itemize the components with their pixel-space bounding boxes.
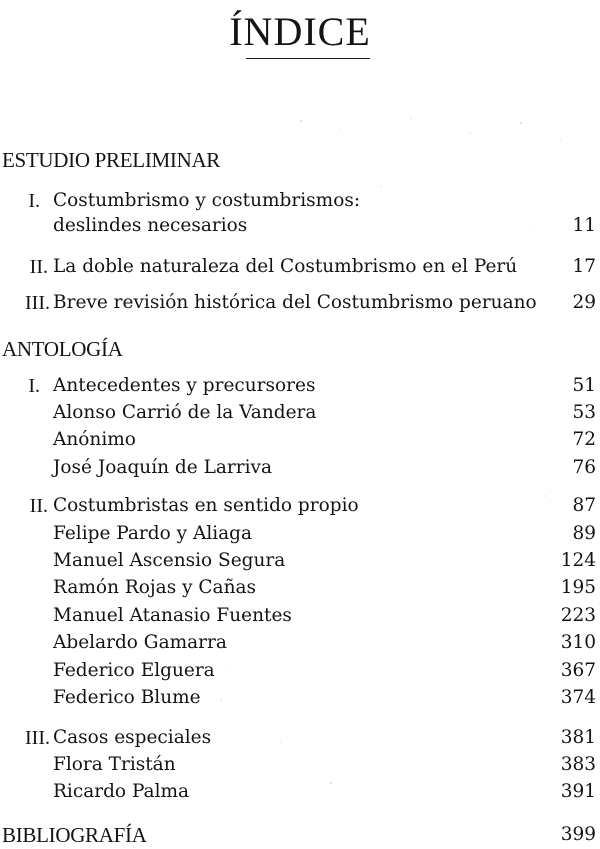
toc-author: Anónimo: [53, 429, 136, 450]
toc-group-title: Casos especiales: [53, 727, 212, 748]
toc-author: Felipe Pardo y Aliaga: [53, 523, 253, 544]
toc-page-number: 383: [560, 754, 596, 775]
toc-page-number: 367: [560, 660, 596, 681]
toc-page-number: 124: [560, 550, 596, 571]
toc-entry-title-continued: deslindes necesarios: [53, 215, 248, 236]
section-heading-antologia: ANTOLOGÍA: [2, 337, 123, 361]
section-heading-estudio: ESTUDIO PRELIMINAR: [2, 148, 221, 172]
toc-author: Manuel Atanasio Fuentes: [53, 605, 292, 626]
toc-author: Federico Elguera: [53, 660, 215, 681]
toc-page-number: 195: [560, 577, 596, 598]
toc-page-number: 76: [572, 457, 596, 478]
toc-entry-title: Costumbrismo y costumbrismos:: [53, 190, 361, 211]
toc-author: Manuel Ascensio Segura: [53, 550, 286, 571]
toc-page-number: 223: [560, 605, 596, 626]
toc-page-number: 51: [572, 375, 596, 396]
toc-page-number: 399: [560, 824, 596, 845]
title-underline: [246, 58, 370, 59]
toc-page-number: 87: [572, 495, 596, 516]
toc-page-number: 72: [572, 429, 596, 450]
section-heading-bibliografia: BIBLIOGRAFÍA: [2, 823, 147, 847]
toc-numeral: II.: [29, 256, 48, 278]
toc-page-number: 374: [560, 687, 596, 708]
toc-group-title: Antecedentes y precursores: [53, 375, 316, 396]
toc-group-title: Costumbristas en sentido propio: [53, 495, 359, 516]
toc-page-number: 11: [572, 215, 596, 236]
toc-author: José Joaquín de Larriva: [53, 457, 273, 478]
toc-page-number: 17: [572, 256, 596, 277]
toc-author: Alonso Carrió de la Vandera: [53, 402, 317, 423]
toc-author: Flora Tristán: [53, 754, 176, 775]
toc-numeral: II.: [29, 495, 48, 517]
toc-entry-title: La doble naturaleza del Costumbrismo en el Perú: [53, 256, 518, 277]
toc-page-number: 53: [572, 402, 596, 423]
toc-author: Federico Blume: [53, 687, 201, 708]
toc-numeral: I.: [28, 375, 40, 397]
toc-page-number: 29: [572, 292, 596, 313]
toc-numeral: III.: [25, 292, 50, 314]
toc-author: Ricardo Palma: [53, 781, 190, 802]
toc-entry-title: Breve revisión histórica del Costumbrismo peruano: [53, 292, 537, 313]
toc-page-number: 89: [572, 523, 596, 544]
toc-numeral: I.: [28, 190, 40, 212]
toc-author: Abelardo Gamarra: [53, 632, 227, 653]
page-title: ÍNDICE: [229, 9, 371, 54]
toc-page-number: 391: [560, 781, 596, 802]
toc-numeral: III.: [25, 727, 50, 749]
toc-page-number: 381: [560, 727, 596, 748]
toc-page-number: 310: [560, 632, 596, 653]
toc-author: Ramón Rojas y Cañas: [53, 577, 257, 598]
